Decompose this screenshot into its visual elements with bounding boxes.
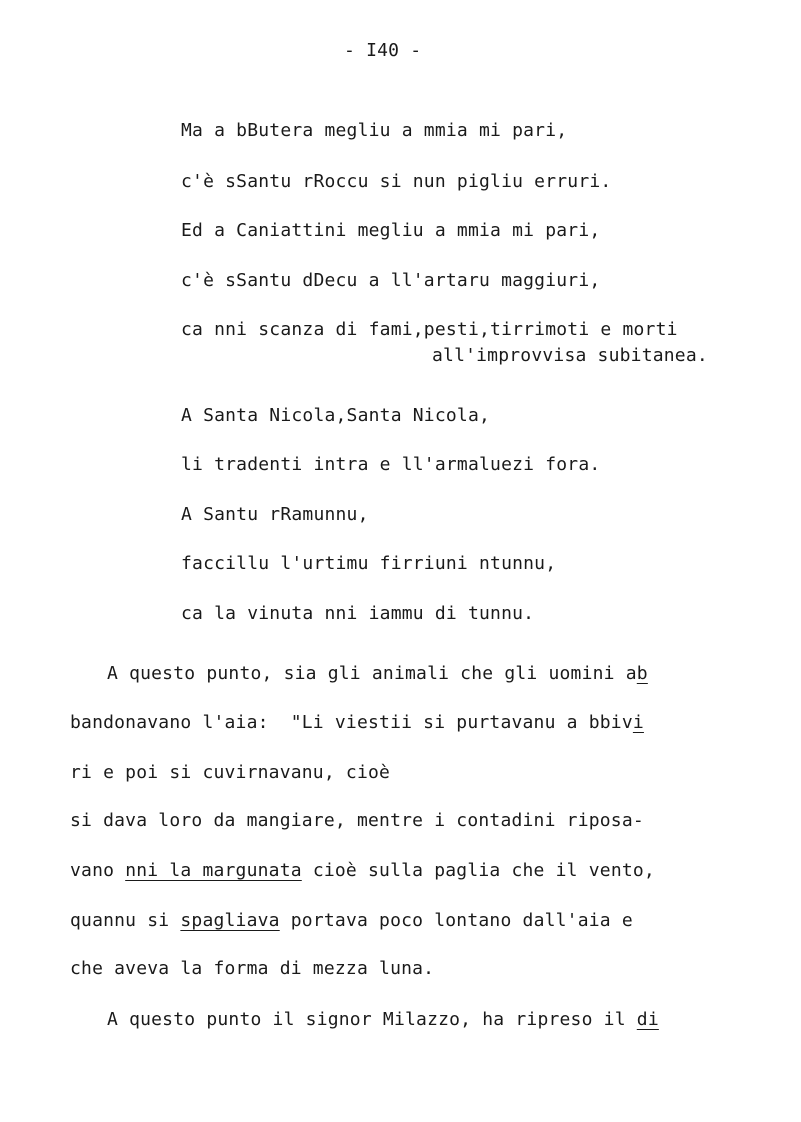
underlined-text: di (636, 1009, 659, 1030)
prose-text: bandonavano l'aia: "Li viestii si purtavanu a bbiv (70, 712, 633, 733)
verse-line: ca la vinuta nni iammu di tunnu. (181, 603, 535, 624)
underlined-text: nni la margunata (125, 860, 302, 881)
prose-text: A questo punto il signor Milazzo, ha ripreso il (107, 1009, 637, 1030)
verse-line: A Santa Nicola,Santa Nicola, (181, 405, 491, 426)
verse-line-continuation: all'improvvisa subitanea. (432, 345, 708, 366)
prose-text: A questo punto, sia gli animali che gli uomini a (107, 663, 637, 684)
prose-line (70, 910, 633, 932)
prose-text: quannu si (70, 910, 181, 931)
prose-text: vano (70, 860, 126, 881)
verse-line: faccillu l'urtimu firriuni ntunnu, (181, 553, 557, 574)
verse-line: Ma a bButera megliu a mmia mi pari, (181, 120, 568, 141)
prose-text: cioè sulla paglia che il vento, (301, 860, 655, 881)
prose-line (107, 663, 648, 685)
verse-line: ca nni scanza di fami,pesti,tirrimoti e morti (181, 319, 678, 340)
prose-line (70, 860, 655, 882)
verse-line: Ed a Caniattini megliu a mmia mi pari, (181, 220, 601, 241)
verse-line: c'è sSantu dDecu a ll'artaru maggiuri, (181, 270, 601, 291)
page-number: - I40 - (344, 40, 422, 61)
verse-line: c'è sSantu rRoccu si nun pigliu erruri. (181, 171, 612, 192)
prose-text: portava poco lontano dall'aia e (279, 910, 633, 931)
prose-line: ri e poi si cuvirnavanu, cioè (70, 762, 391, 783)
prose-line: si dava loro da mangiare, mentre i contadini riposa- (70, 810, 644, 831)
verse-line: li tradenti intra e ll'armaluezi fora. (181, 454, 601, 475)
underlined-text: b (636, 663, 648, 684)
underlined-text: spagliava (180, 910, 280, 931)
prose-line (70, 712, 644, 734)
prose-line: che aveva la forma di mezza luna. (70, 958, 435, 979)
prose-line (107, 1009, 659, 1031)
underlined-text: i (632, 712, 644, 733)
verse-line: A Santu rRamunnu, (181, 504, 369, 525)
